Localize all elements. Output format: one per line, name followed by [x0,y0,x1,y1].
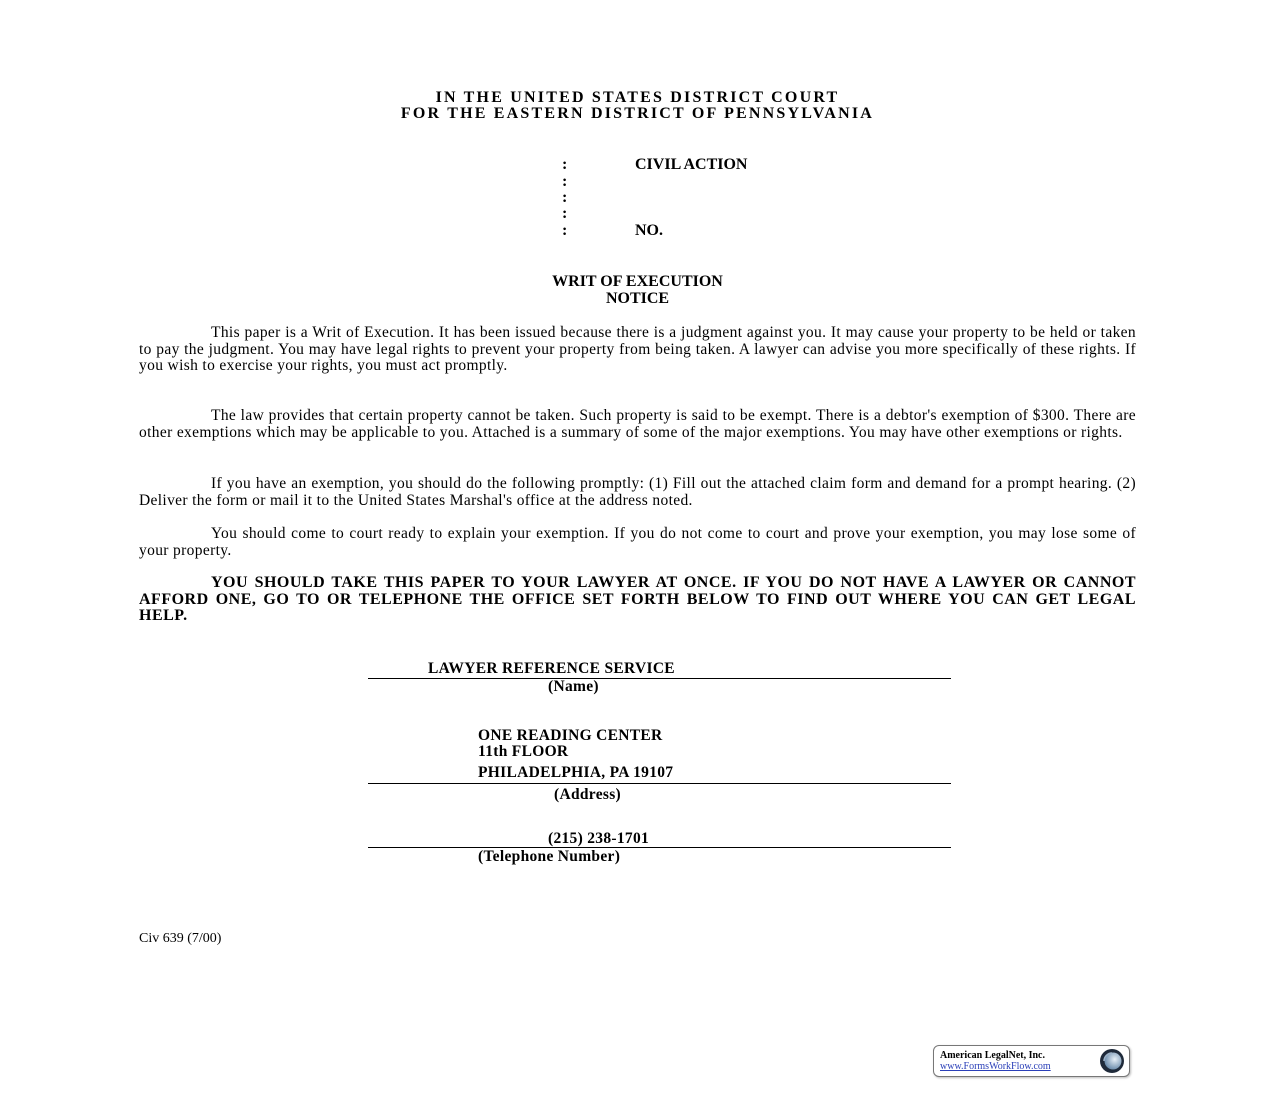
publisher-link[interactable]: www.FormsWorkFlow.com [940,1061,1051,1072]
civil-action-label: CIVIL ACTION [635,156,748,173]
publisher-badge[interactable] [933,1045,1130,1077]
notice-paragraph-3: If you have an exemption, you should do the following promptly: (1) Fill out the attached claim form and demand for a prompt hearing. (2) Deliver the form or mail it to the United States Marshal's office at the address noted. [139,475,1136,509]
form-number: Civ 639 (7/00) [139,931,222,946]
address-line-3: PHILADELPHIA, PA 19107 [478,764,674,781]
telephone-number: (215) 238-1701 [548,830,650,847]
address-field-label: (Address) [554,786,622,803]
document-subtitle: NOTICE [605,290,670,307]
case-number-label: NO. [635,222,663,239]
caption-colon: : [562,189,568,206]
court-name-line-2: FOR THE EASTERN DISTRICT OF PENNSYLVANIA [400,105,875,122]
globe-logo-icon [1099,1048,1125,1074]
publisher-name: American LegalNet, Inc. [940,1050,1045,1061]
warning-paragraph: YOU SHOULD TAKE THIS PAPER TO YOUR LAWYER AT ONCE. IF YOU DO NOT HAVE A LAWYER OR CANNOT AFFORD ONE, GO TO OR TELEPHONE THE OFFICE SET FORTH BELOW TO FIND OUT WHERE YOU CAN GET LEGAL HELP. [139,574,1136,625]
caption-colon: : [562,173,568,190]
telephone-field-label: (Telephone Number) [478,848,621,865]
office-name: LAWYER REFERENCE SERVICE [428,660,675,677]
court-name-line-1: IN THE UNITED STATES DISTRICT COURT [435,89,840,106]
notice-paragraph-1: This paper is a Writ of Execution. It has been issued because there is a judgment against you. It may cause your property to be held or taken to pay the judgment. You may have legal rights to prevent your property from being taken. A lawyer can advise you more specifically of these rights. If you wish to exercise your rights, you must act promptly. [139,324,1136,375]
caption-colon: : [562,205,568,222]
telephone-underline [368,847,951,848]
notice-paragraph-2: The law provides that certain property cannot be taken. Such property is said to be exempt. There is a debtor's exemption of $300. There are other exemptions which may be applicable to you. Attached is a summary of some of the major exemptions. You may have other exemptions or rights. [139,407,1136,441]
document-title: WRIT OF EXECUTION [552,273,723,290]
caption-colon: : [562,222,568,239]
address-underline [368,783,951,784]
address-line-2: 11th FLOOR [478,743,569,760]
notice-paragraph-4: You should come to court ready to explain your exemption. If you do not come to court and prove your exemption, you may lose some of your property. [139,525,1136,559]
name-underline [368,678,951,679]
caption-colon: : [562,156,568,173]
address-line-1: ONE READING CENTER [478,727,663,744]
name-field-label: (Name) [548,678,599,695]
